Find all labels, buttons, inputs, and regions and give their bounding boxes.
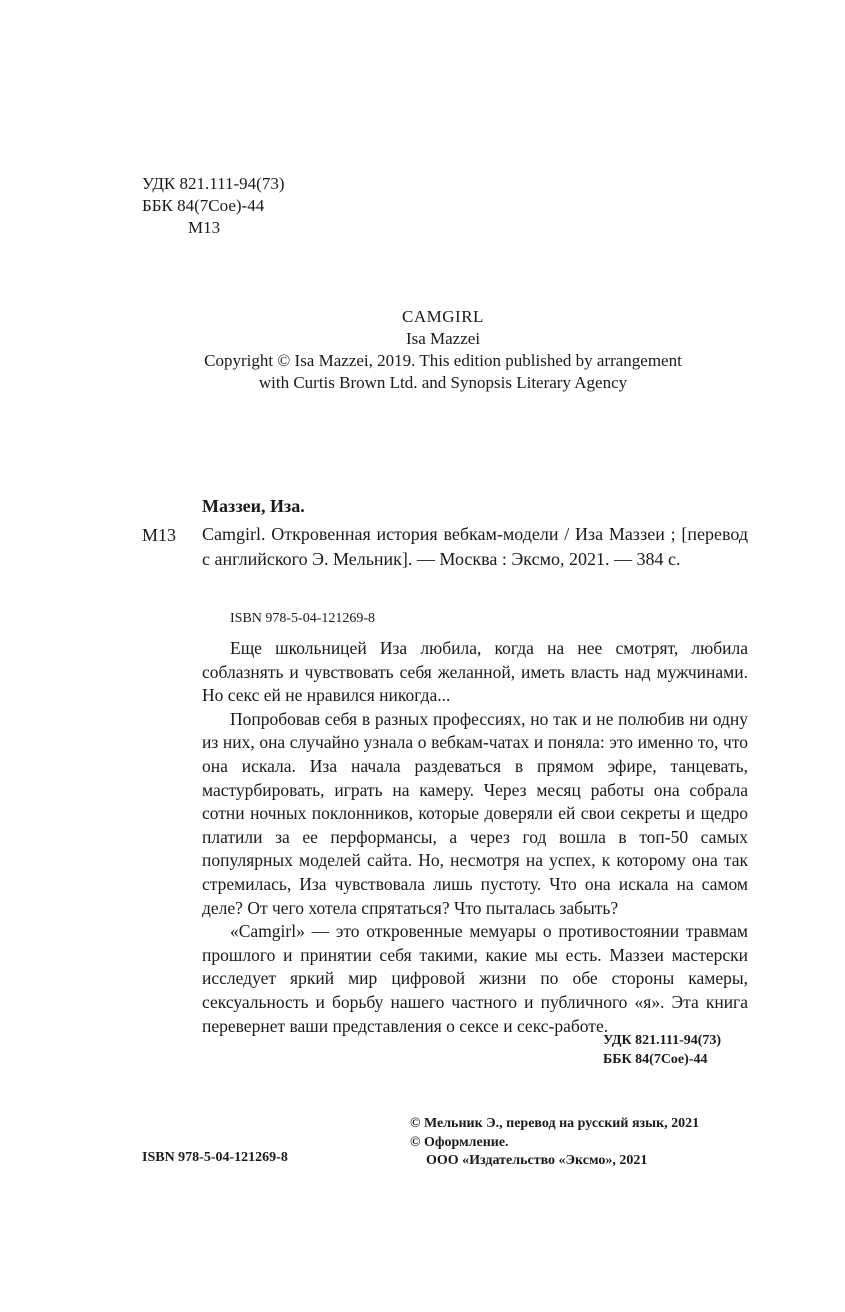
catalog-code: М13	[142, 525, 177, 545]
catalog-author-heading: Маззеи, Иза.	[202, 496, 305, 516]
bottom-bbk: ББК 84(7Сое)-44	[603, 1052, 708, 1067]
udk-code: УДК 821.111-94(73)	[142, 174, 285, 193]
translation-copyright: © Мельник Э., перевод на русский язык, 2021	[410, 1116, 700, 1131]
classification-block	[142, 173, 284, 239]
bottom-classification	[603, 1031, 721, 1069]
design-copyright: © Оформление.	[410, 1134, 509, 1150]
annotation-paragraph: «Camgirl» — это откровенные мемуары о противостоянии травмам прошлого и принятии себя такими, какие мы есть. Маззеи мастерски исследует яркий мир цифровой жизни по обе стороны камеры, сексуальность и борьбу нашего частного и публичного «я». Эта книга перевернет ваши представления о сексе и секс-работе.	[202, 921, 748, 1036]
original-title: CAMGIRL	[402, 307, 484, 326]
footer-copyrights	[410, 1115, 699, 1171]
catalog-description: Camgirl. Откровенная история вебкам-модели / Иза Маззеи ; [перевод с английского Э. Мельник]. — Москва : Эксмо, 2021. — 384 с.	[202, 524, 748, 569]
copyright-line-2: with Curtis Brown Ltd. and Synopsis Literary Agency	[258, 373, 628, 392]
footer-isbn: ISBN 978-5-04-121269-8	[142, 1150, 288, 1165]
bbk-code: ББК 84(7Сое)-44	[142, 196, 265, 215]
catalog-isbn: ISBN 978-5-04-121269-8	[230, 611, 376, 626]
publisher-line: ООО «Издательство «Эксмо», 2021	[426, 1153, 648, 1168]
author-mark: М13	[188, 218, 221, 237]
annotation-paragraph: Попробовав себя в разных профессиях, но так и не полюбив ни одну из них, она случайно узнала о вебкам-чатах и поняла: это именно то, что она искала. Иза начала раздеваться в прямом эфире, танцевать, мастурбировать, играть на камеру. Через месяц работы она собрала сотни ночных поклонников, которые доверяли ей свои секреты и щедро платили за ее перформансы, а через год вошла в топ-50 самых популярных моделей сайта. Но, несмотря на успех, к которому она так стремилась, Иза чувствовала лишь пустоту. Что она искала на самом деле? От чего хотела спрятаться? Что пыталась забыть?	[202, 708, 748, 918]
copyright-line-1: Copyright © Isa Mazzei, 2019. This edition published by arrangement	[204, 351, 682, 370]
annotation-paragraph: Еще школьницей Иза любила, когда на нее смотрят, любила соблазнять и чувствовать себя желанной, иметь власть над мужчинами. Но секс ей не нравился никогда...	[202, 638, 748, 706]
annotation	[202, 637, 748, 1038]
original-copyright-block	[140, 306, 746, 394]
original-author: Isa Mazzei	[405, 329, 481, 348]
bottom-udk: УДК 821.111-94(73)	[603, 1033, 722, 1048]
